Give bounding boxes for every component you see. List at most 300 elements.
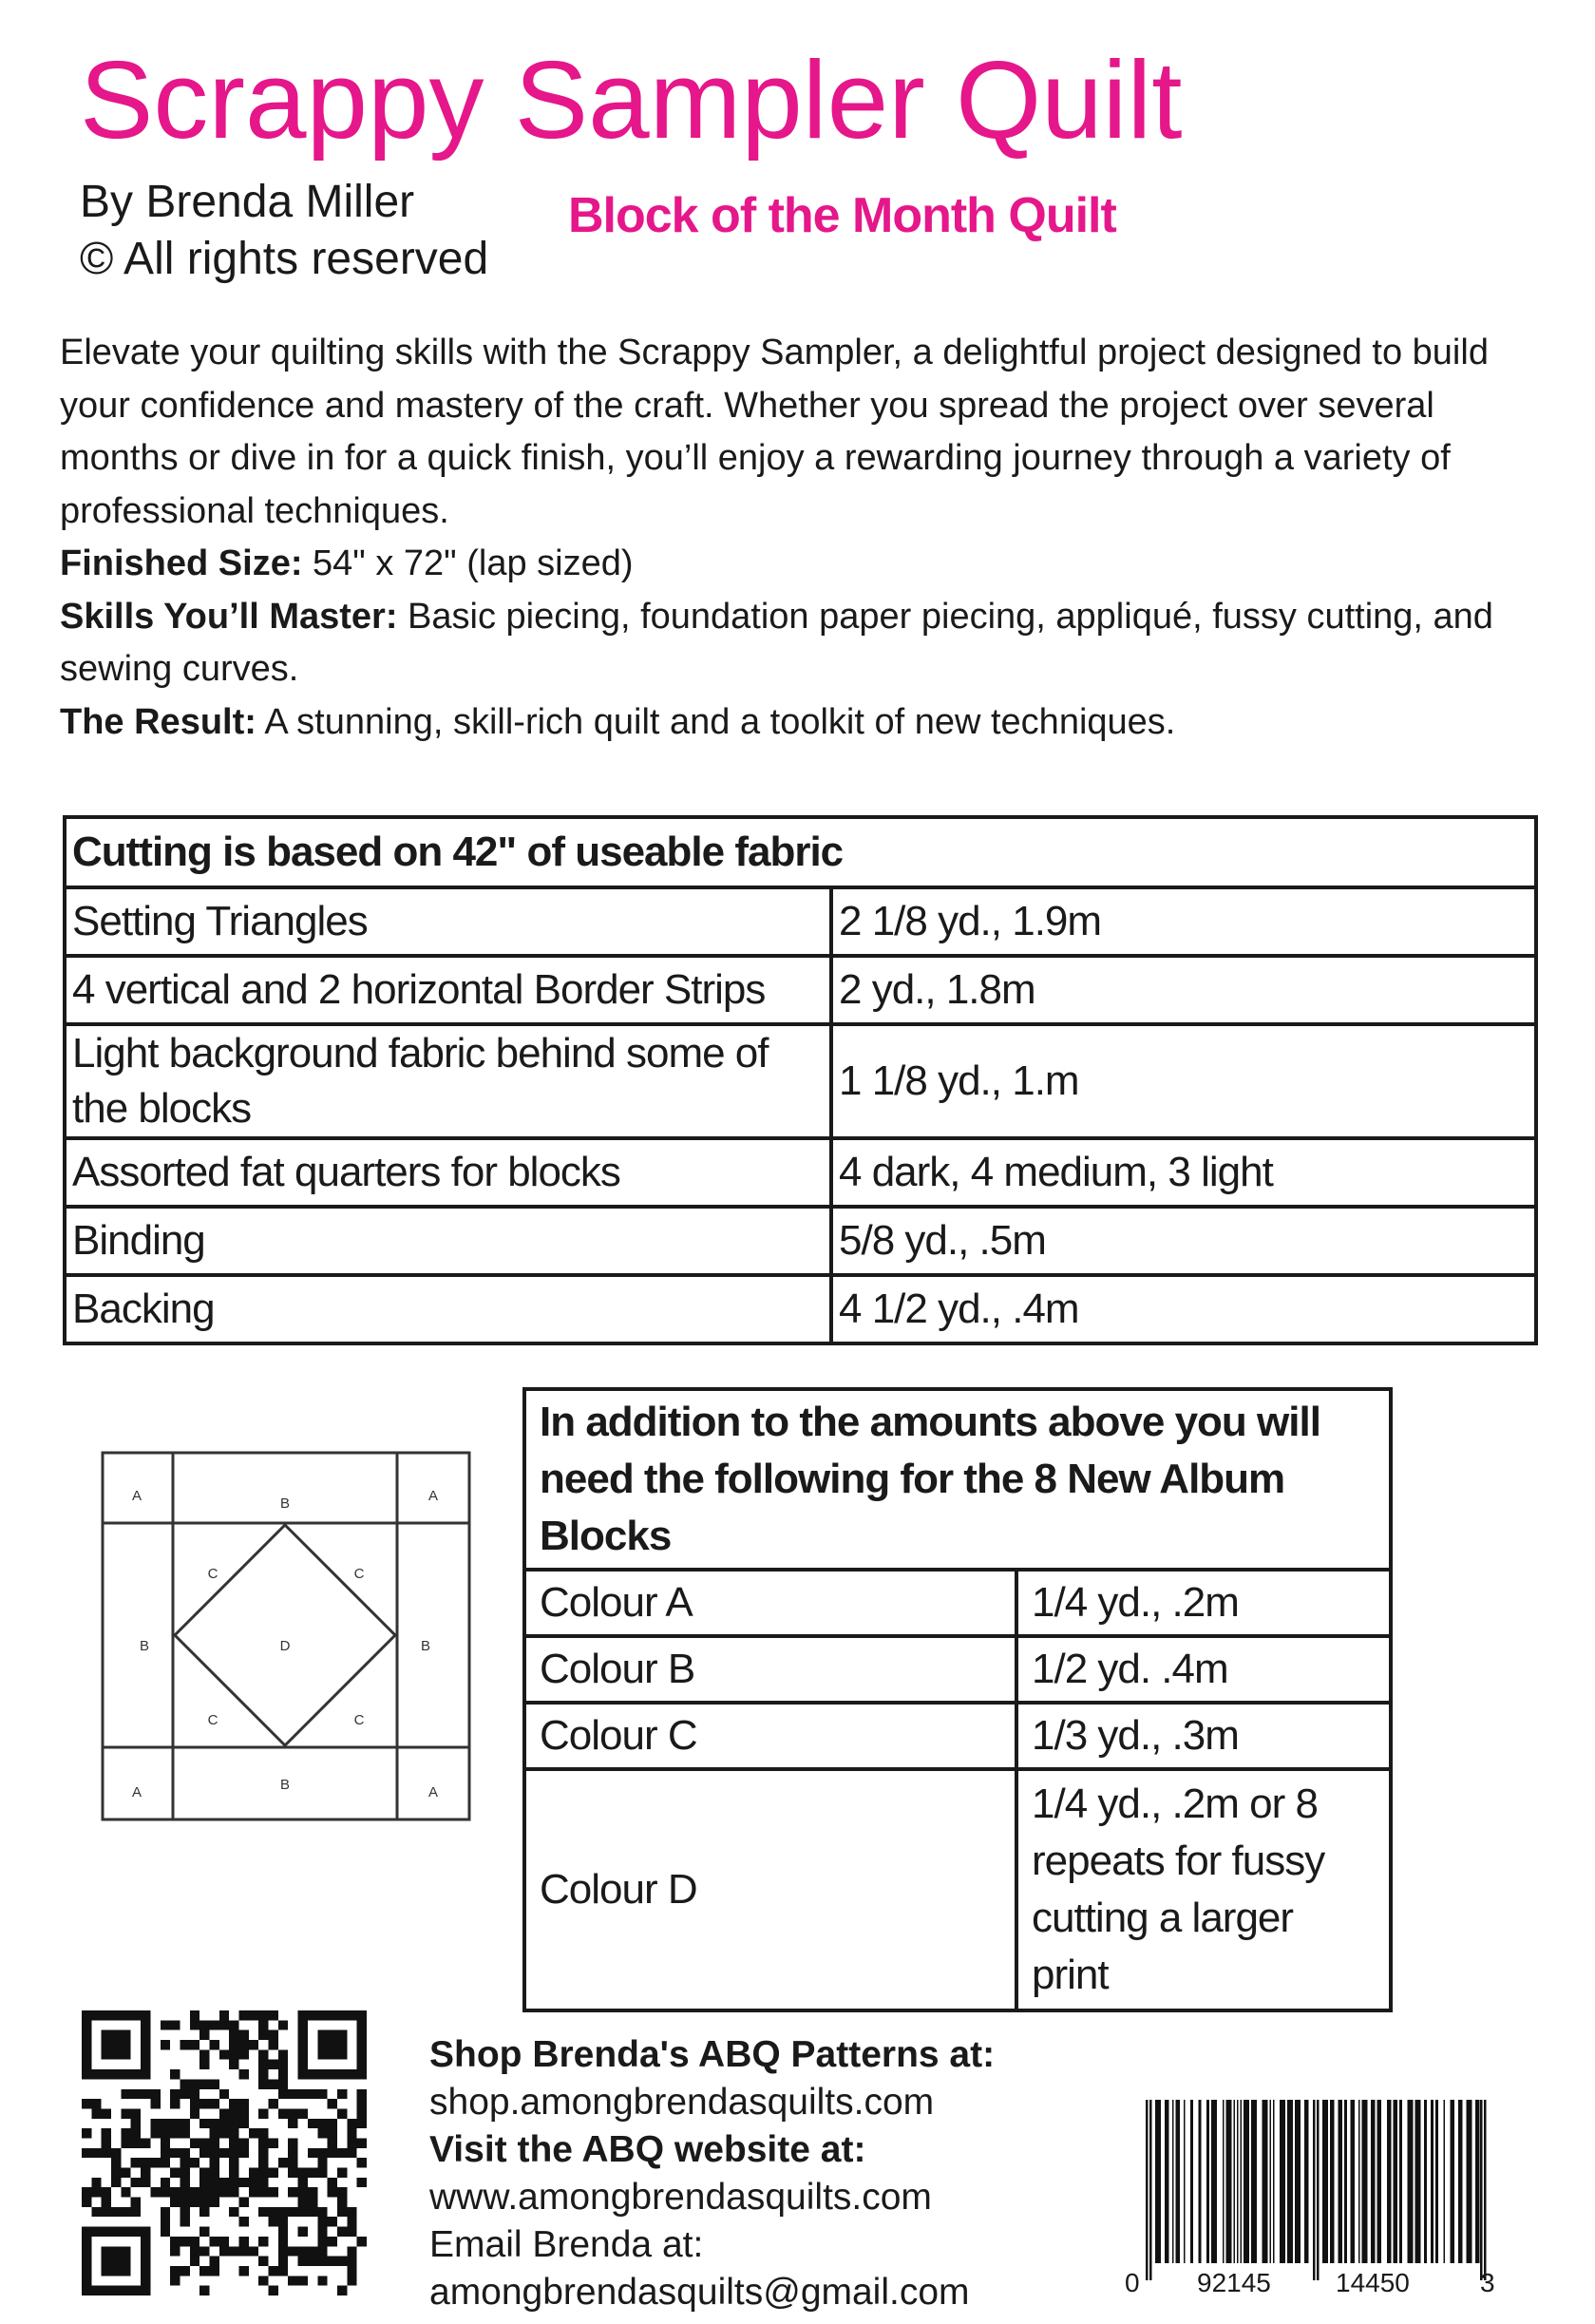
qr-module — [269, 2079, 278, 2088]
shop-info — [429, 2031, 995, 2316]
qr-module — [170, 2187, 180, 2197]
qr-module — [278, 2060, 288, 2069]
qr-module — [269, 2060, 278, 2069]
shop-heading: Shop Brenda's ABQ Patterns at: — [429, 2034, 996, 2075]
qr-module — [249, 2010, 258, 2020]
qr-module — [121, 2168, 130, 2178]
qr-module — [199, 2030, 209, 2040]
qr-module — [229, 2207, 238, 2217]
qr-module — [229, 2099, 238, 2108]
qr-module — [199, 2266, 209, 2276]
qr-module — [161, 2148, 170, 2158]
barcode-bar — [1237, 2100, 1239, 2263]
qr-module — [199, 2020, 209, 2029]
table-row — [524, 1703, 1391, 1769]
qr-module — [229, 2020, 238, 2029]
qr-module — [199, 2207, 209, 2217]
qr-module — [229, 2178, 238, 2187]
barcode-guard-bar — [1149, 2100, 1152, 2280]
barcode-bar — [1431, 2100, 1434, 2263]
qr-module — [347, 2207, 356, 2217]
website-url-link[interactable]: www.amongbrendasquilts.com — [429, 2177, 932, 2218]
qr-module — [337, 2108, 347, 2118]
qr-module — [180, 2168, 189, 2178]
qr-module — [239, 2217, 249, 2226]
qr-module — [121, 2089, 130, 2099]
qr-module — [131, 2108, 141, 2118]
finished-size-value: 54" x 72" (lap sized) — [302, 543, 634, 583]
qr-module — [199, 2079, 209, 2088]
qr-module — [199, 2049, 209, 2059]
qr-module — [131, 2198, 141, 2207]
qr-module — [308, 2168, 317, 2178]
qr-module — [328, 2099, 337, 2108]
qr-module — [239, 2108, 249, 2118]
qr-module — [249, 2178, 258, 2187]
qr-module — [337, 2227, 347, 2237]
qr-module — [180, 2119, 189, 2128]
qr-module — [258, 2138, 268, 2147]
table-cell-item: Setting Triangles — [65, 887, 831, 956]
qr-module — [317, 2168, 327, 2178]
email-link[interactable]: amongbrendasquilts@gmail.com — [429, 2272, 970, 2313]
barcode-bar — [1330, 2100, 1335, 2263]
barcode-bar — [1393, 2100, 1397, 2263]
qr-module — [161, 2178, 170, 2187]
table-header-row — [524, 1389, 1391, 1570]
qr-module — [357, 2138, 367, 2147]
qr-module — [102, 2108, 111, 2118]
qr-module — [258, 2158, 268, 2167]
qr-module — [111, 2178, 121, 2187]
table-cell-amount: 1/3 yd., .3m — [1016, 1703, 1391, 1769]
qr-module — [288, 2148, 297, 2158]
qr-module — [209, 2257, 218, 2266]
qr-module — [199, 2178, 209, 2187]
barcode-bar — [1155, 2100, 1161, 2263]
qr-module — [91, 2187, 101, 2197]
qr-module — [131, 2089, 141, 2099]
qr-module — [288, 2168, 297, 2178]
barcode-bar — [1351, 2100, 1356, 2263]
table-row — [65, 1275, 1536, 1343]
table-header-row — [65, 817, 1536, 887]
qr-module — [121, 2138, 130, 2147]
qr-module — [317, 2257, 327, 2266]
qr-module — [82, 2187, 91, 2197]
qr-module — [150, 2119, 160, 2128]
qr-module — [347, 2138, 356, 2147]
qr-module — [229, 2148, 238, 2158]
qr-module — [180, 2187, 189, 2197]
qr-module — [111, 2158, 121, 2167]
qr-module — [269, 2217, 278, 2226]
qr-module — [229, 2187, 238, 2197]
qr-module — [199, 2119, 209, 2128]
barcode-bar — [1371, 2100, 1376, 2263]
qr-module — [121, 2207, 130, 2217]
qr-module — [298, 2187, 308, 2197]
qr-module — [269, 2207, 278, 2217]
qr-module — [121, 2187, 130, 2197]
barcode-bar — [1251, 2100, 1257, 2263]
barcode-bar — [1190, 2100, 1193, 2263]
qr-module — [190, 2198, 199, 2207]
qr-module — [190, 2246, 199, 2256]
barcode-bar — [1225, 2100, 1231, 2263]
qr-module — [269, 2187, 278, 2197]
shop-url-link[interactable]: shop.amongbrendasquilts.com — [429, 2082, 935, 2123]
qr-module — [170, 2099, 180, 2108]
qr-module — [190, 2099, 199, 2108]
table-row — [65, 956, 1536, 1024]
qr-module — [121, 2108, 130, 2118]
qr-module — [278, 2020, 288, 2029]
skills-value: Basic piecing, foundation paper piecing, appliqué, fussy cutting, and sewing curves. — [60, 596, 1493, 689]
table-cell-amount: 1/4 yd., .2m or 8 repeats for fussy cutting a larger print — [1016, 1769, 1391, 2010]
qr-module — [278, 2158, 288, 2167]
qr-module — [209, 2128, 218, 2138]
result-label: The Result: — [60, 701, 256, 742]
qr-module — [141, 2138, 150, 2147]
block-label-b: B — [279, 1777, 291, 1793]
qr-module — [170, 2148, 180, 2158]
qr-module — [199, 2148, 209, 2158]
qr-module — [170, 2119, 180, 2128]
qr-module — [258, 2207, 268, 2217]
qr-module — [328, 2187, 337, 2197]
qr-module — [337, 2207, 347, 2217]
qr-module — [141, 2168, 150, 2178]
qr-module — [298, 2276, 308, 2285]
qr-module — [249, 2246, 258, 2256]
qr-module — [161, 2020, 170, 2029]
barcode-icon — [1127, 2100, 1507, 2280]
qr-module — [249, 2040, 258, 2049]
qr-module — [328, 2217, 337, 2226]
qr-module — [199, 2099, 209, 2108]
qr-module — [219, 2237, 229, 2246]
qr-module — [258, 2069, 268, 2079]
barcode-guard-bar — [1480, 2100, 1483, 2280]
qr-module — [278, 2069, 288, 2079]
barcode-bar — [1223, 2100, 1225, 2263]
qr-module — [278, 2079, 288, 2088]
copyright-notice: © All rights reserved — [80, 234, 489, 284]
barcode-bar — [1444, 2100, 1446, 2263]
table-cell-item: Colour D — [524, 1769, 1016, 2010]
qr-module — [111, 2148, 121, 2158]
qr-module — [357, 2089, 367, 2099]
qr-module — [258, 2178, 268, 2187]
album-blocks-table — [522, 1387, 1393, 2012]
qr-module — [131, 2178, 141, 2187]
qr-module — [317, 2148, 327, 2158]
qr-module — [161, 2119, 170, 2128]
qr-module — [141, 2089, 150, 2099]
table-cell-item: Colour B — [524, 1636, 1016, 1703]
qr-module — [298, 2257, 308, 2266]
qr-module — [298, 2178, 308, 2187]
qr-module — [288, 2158, 297, 2167]
table-cell-item: Colour A — [524, 1570, 1016, 1636]
qr-module — [219, 2010, 229, 2020]
qr-module — [219, 2020, 229, 2029]
barcode-guard-bar — [1146, 2100, 1149, 2280]
qr-module — [229, 2108, 238, 2118]
qr-module — [239, 2010, 249, 2020]
qr-module — [180, 2237, 189, 2246]
barcode-bar — [1358, 2100, 1360, 2263]
qr-module — [102, 2128, 111, 2138]
block-label-a: A — [427, 1784, 439, 1800]
table-cell-item: 4 vertical and 2 horizontal Border Strips — [65, 956, 831, 1024]
qr-module — [141, 2158, 150, 2167]
barcode-bar — [1269, 2100, 1271, 2263]
barcode-bar — [1435, 2100, 1438, 2263]
barcode-digits — [1121, 2268, 1501, 2324]
qr-module — [219, 2246, 229, 2256]
skills-label: Skills You’ll Master: — [60, 596, 398, 637]
qr-module — [229, 2119, 238, 2128]
table-row — [524, 1636, 1391, 1703]
finished-size-line — [60, 538, 1542, 591]
qr-module — [229, 2138, 238, 2147]
qr-module — [229, 2128, 238, 2138]
qr-module — [337, 2286, 347, 2295]
intro-paragraph: Elevate your quilting skills with the Scrappy Sampler, a delightful project designed to build your confidence and mastery of the craft. Whether you spread the project over several months or dive in for a quick finish, you’ll enjoy a rewarding journey through a variety of professional techniques. — [60, 333, 1489, 531]
qr-module — [328, 2128, 337, 2138]
qr-module — [328, 2138, 337, 2147]
barcode-bar — [1280, 2100, 1285, 2263]
qr-module — [102, 2246, 131, 2276]
qr-module — [239, 2148, 249, 2158]
qr-module — [229, 2049, 238, 2059]
qr-module — [328, 2257, 337, 2266]
qr-module — [288, 2119, 297, 2128]
barcode-guard-bar — [1317, 2100, 1320, 2280]
qr-module — [288, 2108, 297, 2118]
barcode-bar — [1199, 2100, 1202, 2263]
qr-module — [180, 2128, 189, 2138]
qr-module — [258, 2108, 268, 2118]
qr-module — [209, 2119, 218, 2128]
qr-module — [91, 2108, 101, 2118]
result-line — [60, 696, 1542, 750]
qr-module — [121, 2128, 130, 2138]
qr-module — [258, 2257, 268, 2266]
block-label-b: B — [279, 1495, 291, 1512]
barcode-digit-first: 0 — [1125, 2268, 1140, 2297]
block-label-b: B — [139, 1638, 150, 1654]
barcode-guard-bar — [1484, 2100, 1487, 2280]
qr-module — [269, 2099, 278, 2108]
table-row — [65, 1138, 1536, 1207]
qr-module — [269, 2040, 278, 2049]
intro-section — [60, 327, 1542, 749]
qr-module — [82, 2148, 91, 2158]
qr-module — [170, 2089, 180, 2099]
qr-module — [278, 2266, 288, 2276]
album-table-heading: In addition to the amounts above you will need the following for the 8 New Album Blocks — [524, 1389, 1391, 1570]
qr-module — [180, 2178, 189, 2187]
qr-module — [209, 2198, 218, 2207]
table-cell-item: Binding — [65, 1207, 831, 1275]
qr-module — [131, 2158, 141, 2167]
qr-module — [131, 2138, 141, 2147]
barcode-digit-last: 3 — [1480, 2268, 1495, 2297]
qr-module — [131, 2119, 141, 2128]
block-label-a: A — [427, 1488, 439, 1504]
barcode-bar — [1466, 2100, 1472, 2263]
qr-module — [180, 2207, 189, 2217]
block-label-c: C — [353, 1566, 365, 1582]
barcode-bar — [1399, 2100, 1402, 2263]
email-heading: Email Brenda at: — [429, 2224, 704, 2265]
table-cell-amount: 1/4 yd., .2m — [1016, 1570, 1391, 1636]
qr-module — [180, 2158, 189, 2167]
qr-module — [161, 2217, 170, 2226]
finished-size-label: Finished Size: — [60, 543, 303, 583]
qr-module — [317, 2128, 327, 2138]
block-label-b: B — [420, 1638, 431, 1654]
qr-module — [298, 2227, 308, 2237]
qr-module — [102, 2207, 111, 2217]
qr-module — [180, 2266, 189, 2276]
qr-module — [239, 2030, 249, 2040]
qr-module — [170, 2069, 180, 2079]
qr-module — [229, 2040, 238, 2049]
qr-module — [337, 2148, 347, 2158]
qr-module — [258, 2148, 268, 2158]
qr-module — [91, 2099, 101, 2108]
qr-module — [328, 2237, 337, 2246]
website-heading: Visit the ABQ website at: — [429, 2129, 866, 2170]
qr-module — [258, 2049, 268, 2059]
barcode-bar — [1176, 2100, 1181, 2263]
qr-module — [317, 2276, 327, 2285]
qr-module — [239, 2266, 249, 2276]
qr-module — [308, 2089, 317, 2099]
qr-module — [209, 2148, 218, 2158]
qr-module — [209, 2237, 218, 2246]
qr-module — [190, 2010, 199, 2020]
qr-module — [102, 2198, 111, 2207]
qr-module — [249, 2187, 258, 2197]
barcode-bar — [1211, 2100, 1217, 2263]
qr-module — [347, 2246, 356, 2256]
qr-module — [170, 2237, 180, 2246]
qr-module — [357, 2119, 367, 2128]
qr-module — [258, 2030, 268, 2040]
table-row — [524, 1570, 1391, 1636]
qr-module — [269, 2286, 278, 2295]
qr-module — [239, 2119, 249, 2128]
block-label-c: C — [207, 1566, 218, 1582]
qr-module — [308, 2148, 317, 2158]
table-row — [65, 1207, 1536, 1275]
qr-module — [258, 2010, 268, 2020]
qr-module — [199, 2198, 209, 2207]
qr-module — [209, 2178, 218, 2187]
barcode-bar — [1458, 2100, 1463, 2263]
qr-module — [258, 2020, 268, 2029]
table-cell-amount: 2 1/8 yd., 1.9m — [831, 887, 1536, 956]
qr-module — [102, 2148, 111, 2158]
qr-module — [150, 2158, 160, 2167]
qr-module — [161, 2138, 170, 2147]
qr-module — [347, 2266, 356, 2276]
cutting-table — [63, 815, 1538, 1345]
qr-module — [347, 2148, 356, 2158]
page-title: Scrappy Sampler Quilt — [80, 38, 1183, 162]
qr-module — [161, 2128, 170, 2138]
qr-module — [102, 2187, 111, 2197]
qr-module — [239, 2040, 249, 2049]
qr-module — [239, 2178, 249, 2187]
qr-module — [317, 2158, 327, 2167]
qr-module — [190, 2020, 199, 2029]
qr-module — [239, 2198, 249, 2207]
qr-module — [82, 2128, 91, 2138]
qr-module — [219, 2049, 229, 2059]
qr-module — [170, 2168, 180, 2178]
table-cell-item: Backing — [65, 1275, 831, 1343]
qr-module — [91, 2178, 101, 2187]
block-label-c: C — [207, 1712, 218, 1728]
qr-module — [190, 2108, 199, 2118]
qr-module — [249, 2168, 258, 2178]
skills-line — [60, 591, 1542, 696]
qr-code-icon — [82, 2010, 367, 2295]
qr-module — [190, 2040, 199, 2049]
qr-module — [219, 2148, 229, 2158]
qr-module — [131, 2128, 141, 2138]
qr-module — [209, 2040, 218, 2049]
qr-module — [219, 2128, 229, 2138]
qr-module — [82, 2099, 91, 2108]
table-row — [65, 1024, 1536, 1138]
qr-module — [347, 2119, 356, 2128]
barcode-bar — [1273, 2100, 1275, 2263]
qr-module — [278, 2257, 288, 2266]
byline — [80, 174, 488, 288]
qr-module — [190, 2089, 199, 2099]
block-label-a: A — [131, 1488, 142, 1504]
qr-module — [190, 2257, 199, 2266]
qr-module — [199, 2286, 209, 2295]
qr-module — [239, 2099, 249, 2108]
qr-module — [180, 2217, 189, 2226]
qr-module — [190, 2187, 199, 2197]
qr-module — [180, 2089, 189, 2099]
table-cell-amount: 1/2 yd. .4m — [1016, 1636, 1391, 1703]
qr-module — [288, 2138, 297, 2147]
qr-module — [170, 2266, 180, 2276]
barcode-bar — [1322, 2100, 1328, 2263]
qr-module — [170, 2020, 180, 2029]
qr-module — [219, 2187, 229, 2197]
qr-module — [141, 2178, 150, 2187]
qr-module — [308, 2119, 317, 2128]
qr-module — [161, 2207, 170, 2217]
qr-module — [337, 2187, 347, 2197]
qr-module — [219, 2178, 229, 2187]
qr-module — [199, 2246, 209, 2256]
qr-module — [357, 2158, 367, 2167]
qr-module — [239, 2049, 249, 2059]
qr-module — [190, 2079, 199, 2088]
